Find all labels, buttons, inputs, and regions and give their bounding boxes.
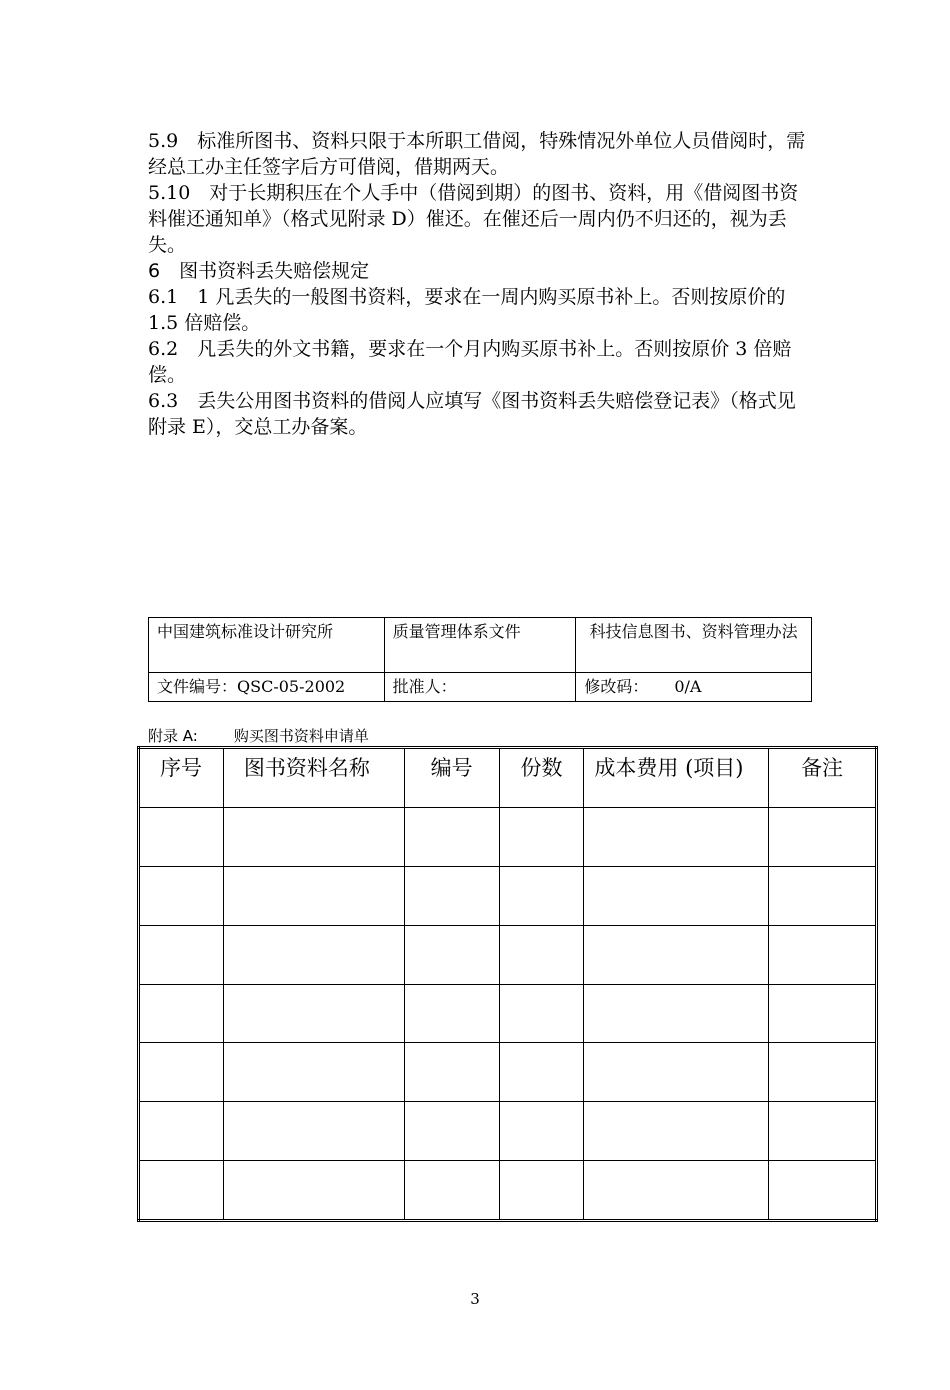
col-header-remarks: 备注 [769, 748, 877, 808]
approver-cell: 批准人： [384, 673, 576, 702]
col-header-number: 编号 [404, 748, 499, 808]
page-number: 3 [470, 1290, 480, 1308]
table-row [139, 984, 877, 1043]
revision-value: 0/A [674, 677, 702, 696]
appendix-label: 附录 A: [148, 727, 198, 745]
table-header-row [139, 748, 877, 808]
col-header-serial: 序号 [139, 748, 224, 808]
table-row [139, 925, 877, 984]
document-header-table [148, 617, 812, 702]
doc-number-cell [149, 673, 385, 702]
appendix-form-title: 购买图书资料申请单 [233, 727, 369, 745]
table-row [139, 866, 877, 925]
doc-number-label: 文件编号： [157, 677, 238, 696]
table-row [139, 808, 877, 867]
paragraph-6-3: 6.3 丢失公用图书资料的借阅人应填写《图书资料丢失赔偿登记表》（格式见附录 E），交总工办备案。 [148, 390, 796, 438]
col-header-title: 图书资料名称 [223, 748, 404, 808]
header-row-1 [149, 618, 812, 673]
purchase-request-table [137, 746, 878, 1222]
paragraph-5-10: 5.10 对于长期积压在个人手中（借阅到期）的图书、资料，用《借阅图书资料催还通知单》（格式见附录 D）催还。在催还后一周内仍不归还的，视为丢失。 [148, 182, 799, 256]
paragraph-5-9: 5.9 标准所图书、资料只限于本所职工借阅，特殊情况外单位人员借阅时，需经总工办主任签字后方可借阅，借期两天。 [148, 130, 806, 178]
revision-label: 修改码： [584, 677, 649, 696]
doc-title-cell: 科技信息图书、资料管理办法 [576, 618, 812, 673]
table-row [139, 1043, 877, 1102]
col-header-cost: 成本费用 (项目) [584, 748, 769, 808]
col-header-copies: 份数 [499, 748, 584, 808]
table-row [139, 1102, 877, 1161]
paragraph-6-1: 6.1 1 凡丢失的一般图书资料，要求在一周内购买原书补上。否则按原价的 1.5 倍赔偿。 [148, 286, 786, 334]
revision-cell [576, 673, 812, 702]
doc-number-value: QSC-05-2002 [237, 677, 346, 696]
paragraph-6-2: 6.2 凡丢失的外文书籍，要求在一个月内购买原书补上。否则按原价 3 倍赔偿。 [148, 338, 792, 386]
system-name-cell: 质量管理体系文件 [384, 618, 576, 673]
header-row-2 [149, 673, 812, 702]
appendix-a-title [148, 725, 369, 746]
org-name-cell: 中国建筑标准设计研究所 [149, 618, 385, 673]
table-row [139, 1161, 877, 1221]
section-heading-6: 6 图书资料丢失赔偿规定 [148, 260, 370, 282]
